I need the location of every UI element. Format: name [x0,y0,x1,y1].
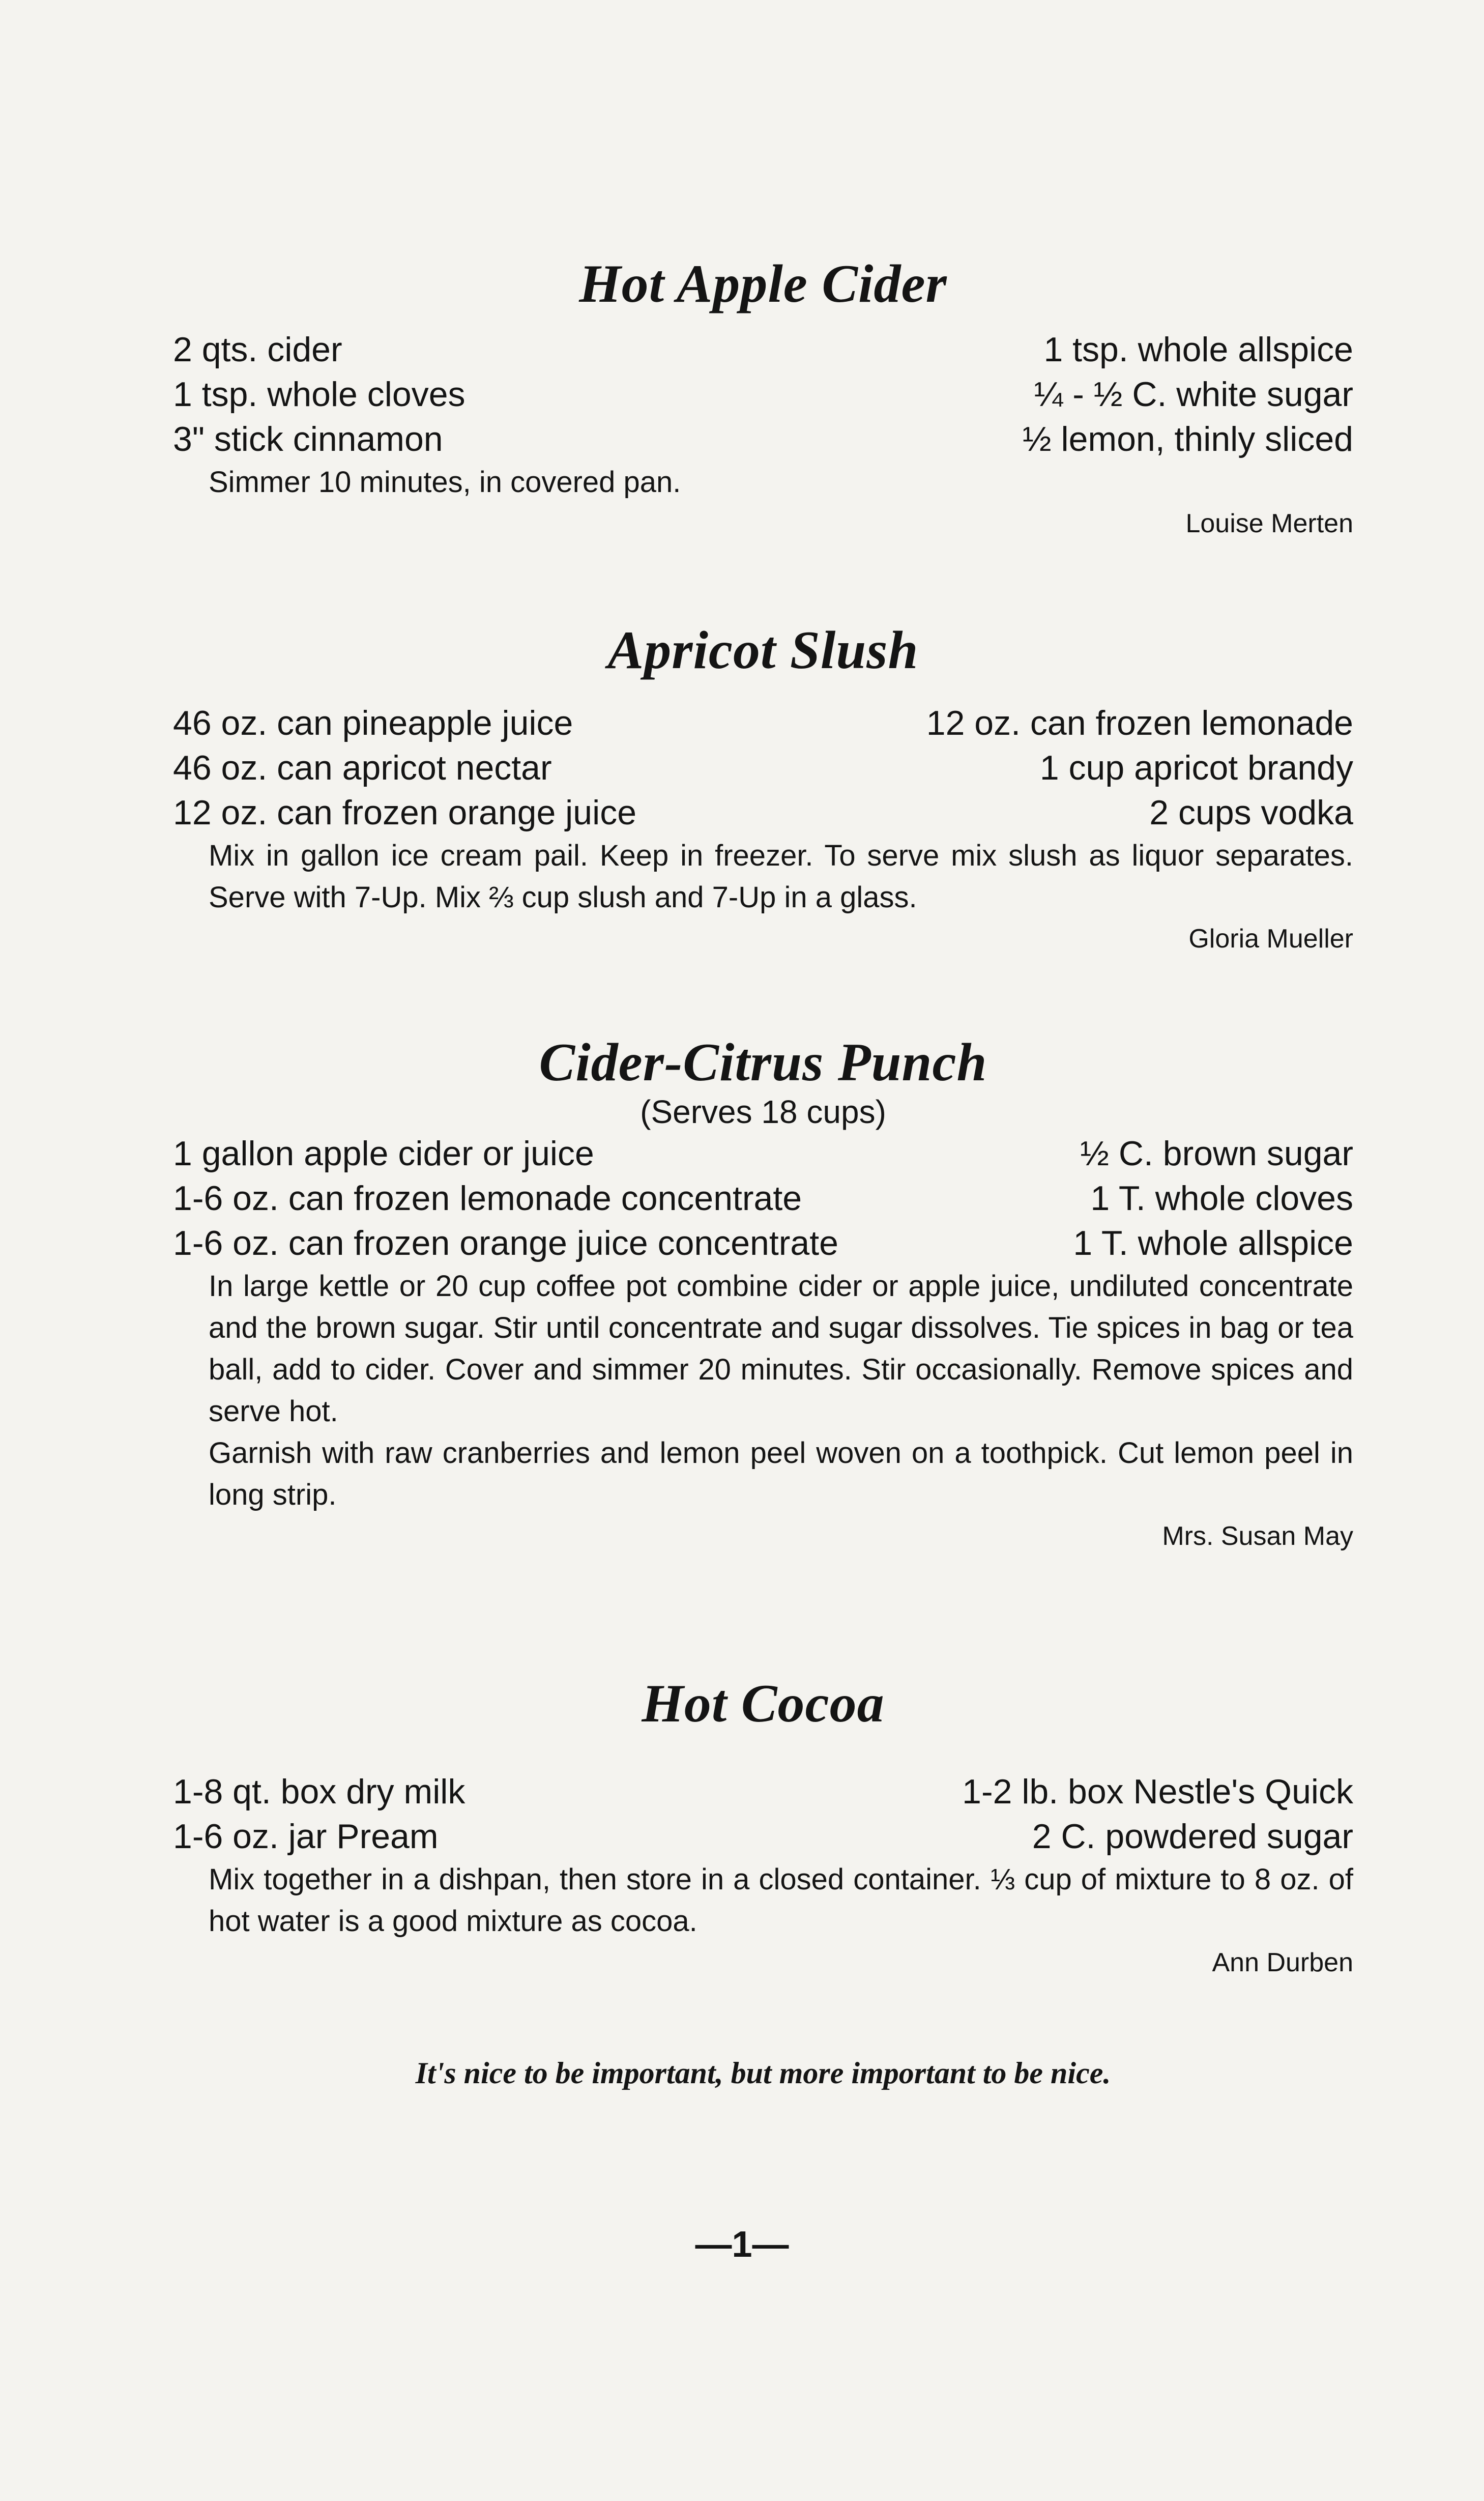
ingredient: 1 T. whole cloves [1090,1179,1353,1218]
recipe-title: Apricot Slush [607,620,919,680]
ingredient-row [173,1769,1353,1814]
recipe-cider-citrus-punch [173,1033,1353,1557]
ingredient: 46 oz. can pineapple juice [173,703,573,742]
recipe-title: Hot Apple Cider [579,254,947,313]
recipe-apricot-slush [173,621,1353,959]
recipe-hot-cocoa [173,1674,1353,1983]
ingredient-row [173,790,1353,835]
ingredient: 1-8 qt. box dry milk [173,1772,465,1811]
ingredient: 12 oz. can frozen orange juice [173,793,637,832]
ingredient-row [173,417,1353,462]
method-paragraph: Garnish with raw cranberries and lemon peel woven on a toothpick. Cut lemon peel in long strip. [209,1436,1353,1512]
ingredient: 2 cups vodka [1149,793,1353,832]
recipe-author: Gloria Mueller [1188,924,1353,954]
ingredient-row [173,1221,1353,1266]
ingredient-row [173,1131,1353,1176]
recipe-author: Ann Durben [1212,1947,1353,1977]
recipe-method [173,1266,1353,1516]
ingredient-row [173,1814,1353,1859]
recipe-method: Mix together in a dishpan, then store in a closed container. ⅓ cup of mixture to 8 oz. of hot water is a good mixture as cocoa. [209,1862,1353,1938]
ingredient: 1 cup apricot brandy [1039,748,1353,787]
recipe-method: Mix in gallon ice cream pail. Keep in freezer. To serve mix slush as liquor separates. Serve with 7-Up. Mix ⅔ cup slush and 7-Up in a glass. [209,839,1353,914]
recipe-author: Louise Merten [1185,508,1353,538]
ingredient-row [173,1176,1353,1221]
recipe-serves: (Serves 18 cups) [640,1093,886,1130]
ingredient: 3" stick cinnamon [173,419,443,458]
recipe-hot-apple-cider [173,254,1353,544]
recipe-method: Simmer 10 minutes, in covered pan. [209,465,681,499]
ingredient: 2 qts. cider [173,330,342,369]
ingredient: 1 tsp. whole allspice [1043,330,1353,369]
ingredient: ½ lemon, thinly sliced [1022,419,1353,458]
method-paragraph: In large kettle or 20 cup coffee pot combine cider or apple juice, undiluted concentrate and the brown sugar. Stir until concentrate and sugar dissolves. Tie spices in bag or tea ball, add to cider. Cover and simmer 20 minutes. Stir occasionally. Remove spices and serve hot. [209,1270,1353,1428]
recipe-author: Mrs. Susan May [1162,1521,1353,1551]
ingredient: 1-6 oz. can frozen lemonade concentrate [173,1179,802,1218]
ingredient: 46 oz. can apricot nectar [173,748,552,787]
ingredient: 1-6 oz. jar Pream [173,1817,439,1856]
ingredient-row [173,372,1353,417]
ingredient: 1 T. whole allspice [1073,1224,1353,1263]
ingredient: 1 gallon apple cider or juice [173,1134,594,1173]
ingredient: ¼ - ½ C. white sugar [1034,375,1353,414]
ingredient: 1-2 lb. box Nestle's Quick [962,1772,1353,1811]
ingredient: 1 tsp. whole cloves [173,375,465,414]
recipe-title: Hot Cocoa [642,1674,885,1733]
ingredient-row [173,701,1353,745]
ingredient: 1-6 oz. can frozen orange juice concentrate [173,1224,838,1263]
page-number: —1— [695,2224,789,2265]
footer-motto: It's nice to be important, but more important to be nice. [415,2056,1111,2090]
ingredient-row [173,745,1353,790]
ingredient: 12 oz. can frozen lemonade [926,703,1353,742]
ingredient-row [173,327,1353,372]
ingredient: ½ C. brown sugar [1080,1134,1353,1173]
ingredient: 2 C. powdered sugar [1032,1817,1353,1856]
recipe-title: Cider-Citrus Punch [539,1032,987,1092]
